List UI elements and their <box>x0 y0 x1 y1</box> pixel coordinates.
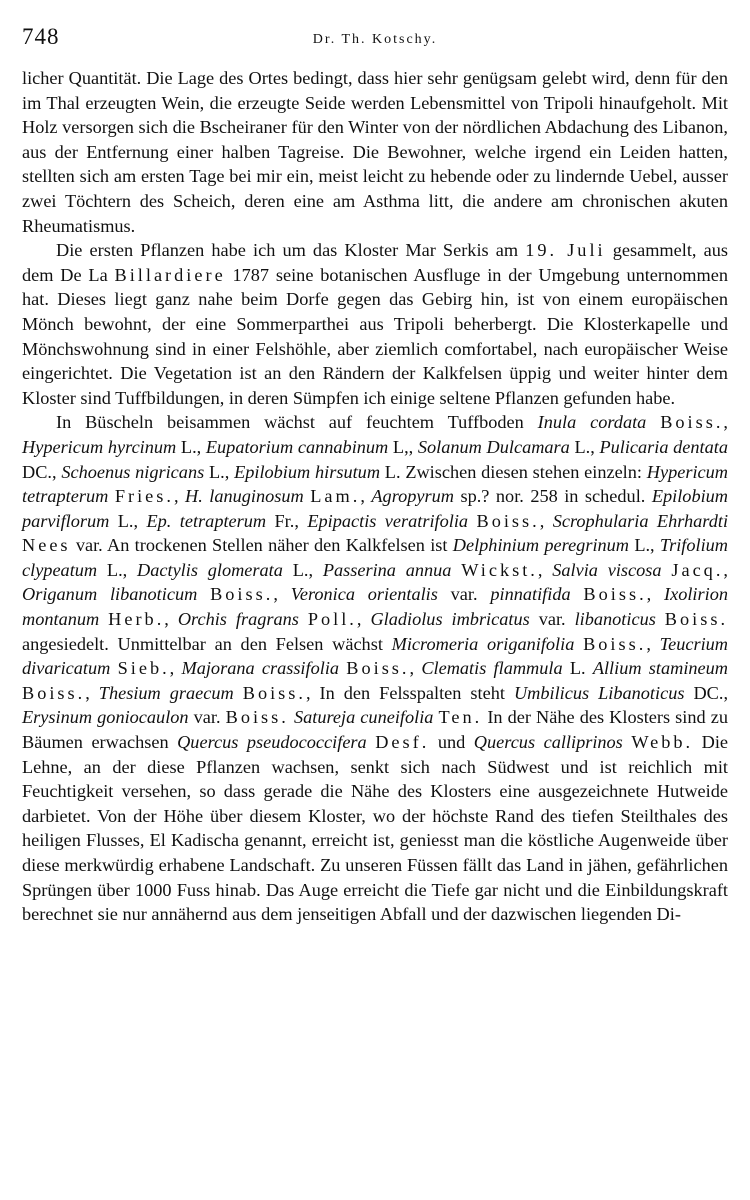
text-run: , In den Felsspalten steht <box>305 682 514 703</box>
paragraph <box>22 238 728 410</box>
species-name: Schoenus nigricans <box>61 461 205 482</box>
text-run: L., <box>97 559 138 580</box>
author-abbrev: Herb. <box>108 609 165 630</box>
author-abbrev: Fries. <box>114 486 174 507</box>
running-title: Dr. Th. Kotschy. <box>312 32 438 47</box>
text-run: L. <box>562 658 593 679</box>
text-run: Die Lehne, an der diese Pflanzen wachsen, senkt sich nach Südwest und ist reichlich mit Feuchtigkeit versehen, so dass gerade die Nähe des Klosters eine ausgezeichnete Hutweide darbietet. Von der Höhe über diesem Kloster, wo der höchste Rand des tiefen Steilthales des heiligen Flusses, El Kadischa genannt, erreicht ist, geniesst man die köstliche Augenweide über diese merkwürdig erhabene Landschaft. Zu unseren Füssen fällt das Land in jähen, gefährlichen Sprüngen über 1000 Fuss hinab. Das Auge erreicht die Tiefe gar nicht und die Einbildungskraft berechnet sie nur annähernd aus dem jenseitigen Abfall und der dazwischen liegenden Di- <box>22 732 729 925</box>
text-run <box>197 584 210 604</box>
species-name: Epilobium parviflorum <box>22 486 729 531</box>
species-name: Thesium graecum <box>98 682 234 703</box>
species-name: Hypericum hyrcinum <box>22 436 177 457</box>
text-run: L. Zwischen diesen stehen einzeln: <box>380 461 647 482</box>
species-name: Pulicaria dentata <box>599 436 728 457</box>
species-name: Agropyrum <box>371 486 454 507</box>
author-abbrev: Lam. <box>310 486 361 507</box>
text-run <box>367 732 376 752</box>
species-name: Umbilicus Libanoticus <box>513 682 685 703</box>
species-name: Quercus pseudococcifera <box>177 732 367 753</box>
author-abbrev: 19. Juli <box>525 240 606 261</box>
text-run: , <box>164 609 178 630</box>
author-abbrev: Nees <box>22 535 71 556</box>
text-run: , <box>723 412 728 433</box>
species-name: Dactylis glomerata <box>137 559 283 580</box>
species-name: Eupatorium cannabinum <box>205 436 389 457</box>
author-abbrev: Desf. <box>375 732 430 753</box>
species-name: Ep. tetrapterum <box>146 510 267 531</box>
author-abbrev: Ten. <box>438 707 483 728</box>
text-run: angesiedelt. Unmittelbar an den Felsen wächst <box>22 633 392 654</box>
species-name: Solanum Dulcamara <box>417 436 570 457</box>
text-run: , <box>646 584 665 605</box>
text-run: Die ersten Pflanzen habe ich um das Kloster Mar Serkis am <box>56 240 526 261</box>
text-run: L., <box>109 510 147 531</box>
species-name: Gladiolus imbricatus <box>370 609 530 630</box>
author-abbrev: Boiss. <box>22 682 86 703</box>
species-name: libanoticus <box>574 609 656 630</box>
text-run: L., <box>204 461 235 482</box>
text-run: DC., <box>22 461 62 482</box>
text-run <box>468 511 476 531</box>
species-name: pinnatifida <box>490 584 571 605</box>
text-run: , <box>409 658 422 679</box>
author-abbrev: Jacq. <box>671 559 724 580</box>
text-run: , <box>646 633 660 654</box>
species-name: Quercus calliprinos <box>473 732 623 753</box>
author-abbrev: Boiss. <box>583 584 647 605</box>
paragraph <box>22 410 728 926</box>
text-run <box>656 609 665 629</box>
text-run: L., <box>629 535 660 556</box>
text-run: , <box>356 609 371 630</box>
species-name: Epilobium hirsutum <box>234 461 381 482</box>
text-run <box>574 634 583 654</box>
species-name: Orchis fragrans <box>177 609 299 630</box>
author-abbrev: Boiss. <box>225 707 289 728</box>
species-name: Trifolium clypeatum <box>22 535 728 580</box>
paragraph <box>22 66 728 238</box>
text-run: 1787 seine botanischen Ausfluge in der Umgebung unternommen hat. Dieses liegt ganz nahe beim Dorfe gegen das Gebirg hin, ist von einem europäischen Mönch bewohnt, der eine Sommerparthei aus Tripoli beherbergt. Die Klosterkapelle und Mönchswohnung sind in einer Felshöhle, aber ziemlich comfortabel, nach europäischer Weise eingerichtet. Die Vegetation ist an den Rändern der Kalkfelsen üppig und weiter hinter dem Kloster sind Tuffbildungen, in deren Sümpfen ich einige seltene Pflanzen gefunden habe. <box>22 264 728 408</box>
species-name: Teucrium divaricatum <box>22 633 729 679</box>
text-run: L., <box>282 559 323 580</box>
species-name: Delphinium peregrinum <box>452 535 630 556</box>
author-abbrev: Billardiere <box>114 264 226 285</box>
species-name: Inula cordata <box>537 412 647 433</box>
species-name: Passerina annua <box>322 559 452 580</box>
text-run: und <box>429 732 474 753</box>
text-run: , <box>169 658 182 679</box>
page-header <box>22 18 728 66</box>
species-name: Scrophularia Ehrhardti <box>552 510 729 531</box>
species-name: Clematis flammula <box>421 658 563 679</box>
text-run: var. <box>188 707 226 728</box>
text-run: licher Quantität. Die Lage des Ortes bedingt, dass hier sehr genügsam gelebt wird, denn für den im Thal erzeugten Wein, die erzeugte Seide werden Lebensmittel von Tripoli hinaufgeholt. Mit Holz versorgen sich die Bscheiraner für den Winter von der nördlichen Abdachung des Libanon, aus der Entfernung einer halben Tagreise. Die Bewohner, welche irgend ein Leiden hatten, stellten sich am ersten Tage bei mir ein, meist leicht zu hebende oder zu lindernde Uebel, ausser zwei Töchtern des Scheich, deren eine am Asthma litt, die andere am chronischen akuten Rheumatismus. <box>22 68 728 236</box>
species-name: Satureja cuneifolia <box>293 707 434 728</box>
author-abbrev: Boiss. <box>476 510 540 531</box>
species-name: H. lanuginosum <box>185 486 304 507</box>
author-abbrev: Boiss. <box>660 412 724 433</box>
text-run: , <box>537 559 553 580</box>
species-name: Majorana crassifolia <box>181 658 340 679</box>
text-run <box>299 609 308 629</box>
author-abbrev: Boiss. <box>210 584 274 605</box>
text-run: L., <box>569 436 600 457</box>
text-run <box>99 609 108 629</box>
species-name: Origanum libanoticum <box>22 584 198 605</box>
text-run <box>451 560 461 580</box>
text-run: In Büscheln beisammen wächst auf feuchtem Tuffboden <box>56 412 538 433</box>
author-abbrev: Boiss. <box>583 633 647 654</box>
page-number: 748 <box>22 24 60 49</box>
text-run <box>571 584 584 604</box>
text-run: sp.? nor. 258 in schedul. <box>454 486 652 507</box>
text-run: , <box>539 510 553 531</box>
author-abbrev: Webb. <box>631 732 694 753</box>
species-name: Allium stamineum <box>592 658 729 679</box>
text-run: , <box>273 584 291 605</box>
text-run: L,, <box>388 436 418 457</box>
species-name: Ixolirion montanum <box>22 584 728 630</box>
text-run: var. An trockenen Stellen näher den Kalkfelsen ist <box>70 535 453 556</box>
text-run: var. <box>529 609 575 630</box>
text-run <box>646 412 660 432</box>
author-abbrev: Boiss. <box>664 609 729 630</box>
text-run: gesammelt, aus dem De La <box>22 240 728 285</box>
text-run: , <box>360 486 372 507</box>
species-name: Erysinum goniocaulon <box>22 707 189 728</box>
body-text <box>22 66 728 927</box>
text-run: , <box>85 682 99 703</box>
species-name: Salvia viscosa <box>552 559 662 580</box>
species-name: Epipactis veratrifolia <box>307 510 469 531</box>
text-run <box>234 683 243 703</box>
author-abbrev: Sieb. <box>117 658 170 679</box>
text-run: var. <box>437 584 491 605</box>
species-name: Hypericum tetrapterum <box>22 461 728 507</box>
text-run <box>662 560 672 580</box>
species-name: Veronica orientalis <box>290 584 438 605</box>
text-run: Fr., <box>266 510 308 531</box>
author-abbrev: Poll. <box>307 609 357 630</box>
text-run: DC., <box>684 682 729 703</box>
text-run: L., <box>176 436 206 457</box>
species-name: Micromeria origanifolia <box>391 633 575 654</box>
text-run <box>110 658 117 678</box>
text-run: , <box>173 486 186 507</box>
author-abbrev: Wickst. <box>461 559 538 580</box>
author-abbrev: Boiss. <box>242 682 306 703</box>
text-run: In der Nähe des Klosters sind zu Bäumen erwachsen <box>22 707 728 753</box>
text-run: , <box>723 559 728 580</box>
author-abbrev: Boiss. <box>346 658 410 679</box>
